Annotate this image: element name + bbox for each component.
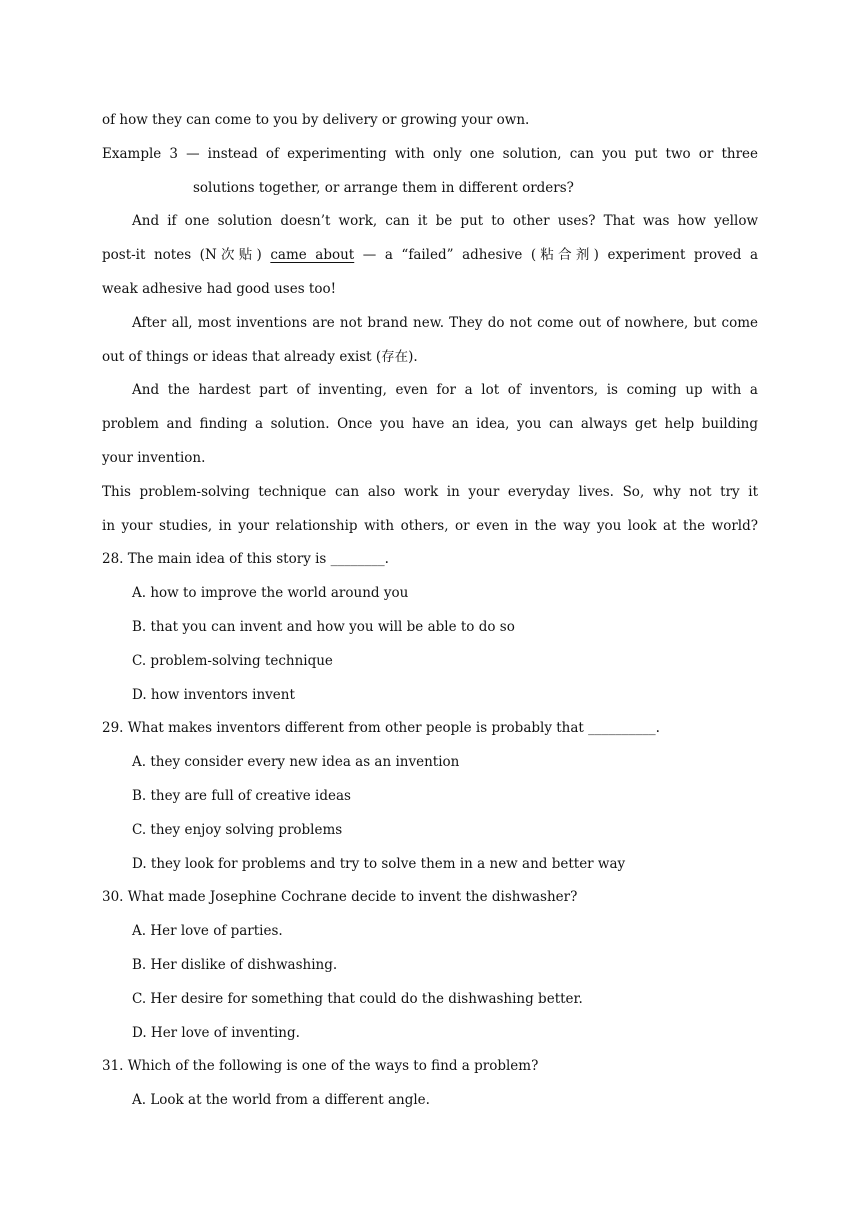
answer-option: C. problem-solving technique [132, 652, 333, 669]
passage-line: your invention. [102, 449, 206, 466]
answer-option: A. they consider every new idea as an invention [132, 754, 460, 771]
underlined-phrase: came about [270, 247, 355, 264]
question-stem: 29. What makes inventors different from other people is probably that __________. [102, 720, 660, 737]
answer-option: A. how to improve the world around you [132, 585, 409, 602]
question-stem: 30. What made Josephine Cochrane decide to invent the dishwasher? [102, 889, 578, 906]
passage-line: of how they can come to you by delivery or growing your own. [102, 112, 530, 128]
answer-option: B. they are full of creative ideas [132, 787, 351, 804]
passage-line: problem and finding a solution. Once you have an idea, you can always get help building [102, 416, 758, 433]
question-stem: 28. The main idea of this story is ________. [102, 551, 389, 568]
page-content [102, 108, 758, 1122]
passage-text: — a “failed” adhesive (粘合剂) experiment proved a [354, 247, 758, 264]
answer-option: C. Her desire for something that could do the dishwashing better. [132, 990, 583, 1007]
answer-option: B. Her dislike of dishwashing. [132, 956, 338, 973]
answer-option: B. that you can invent and how you will be able to do so [132, 618, 515, 635]
question-stem: 31. Which of the following is one of the ways to find a problem? [102, 1058, 539, 1075]
answer-option: A. Look at the world from a different angle. [132, 1092, 430, 1109]
passage-text: post-it notes (N次贴) [102, 247, 271, 264]
passage-line: solutions together, or arrange them in different orders? [193, 179, 574, 196]
passage-line: out of things or ideas that already exist (存在). [102, 348, 418, 365]
passage-line: And if one solution doesn’t work, can it be put to other uses? That was how yellow [132, 213, 758, 230]
passage-line [102, 243, 758, 277]
answer-option: A. Her love of parties. [132, 923, 283, 940]
passage-line: in your studies, in your relationship with others, or even in the way you look at the world? [102, 517, 758, 534]
passage-line: After all, most inventions are not brand new. They do not come out of nowhere, but come [132, 314, 758, 331]
answer-option: C. they enjoy solving problems [132, 821, 343, 838]
passage-line: weak adhesive had good uses too! [102, 280, 337, 297]
passage-line: Example 3 — instead of experimenting with only one solution, can you put two or three [102, 145, 758, 162]
answer-option: D. Her love of inventing. [132, 1024, 300, 1041]
passage-line: And the hardest part of inventing, even for a lot of inventors, is coming up with a [132, 382, 758, 399]
answer-option: D. how inventors invent [132, 686, 295, 703]
passage-line: This problem-solving technique can also work in your everyday lives. So, why not try it [102, 483, 758, 500]
answer-option: D. they look for problems and try to solve them in a new and better way [132, 855, 626, 872]
